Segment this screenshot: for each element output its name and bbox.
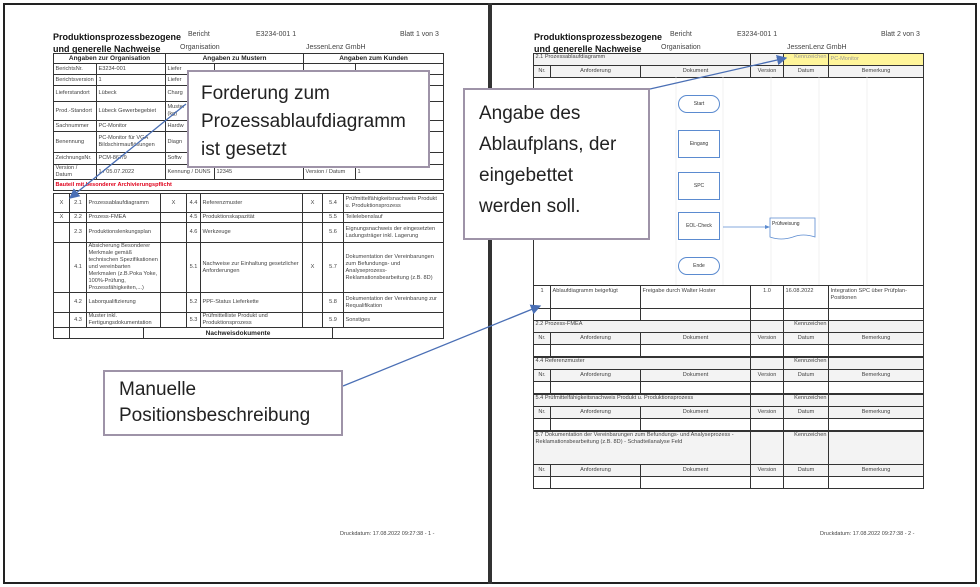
info-cell: Charg <box>166 86 215 102</box>
section-number: 2.1 <box>70 194 87 213</box>
org-value: JessenLenz GmbH <box>787 44 847 51</box>
info-cell: Liefer <box>166 75 215 86</box>
org-value: JessenLenz GmbH <box>306 44 366 51</box>
info-cell: 1 <box>356 165 444 180</box>
column-header: Dokument <box>641 370 751 382</box>
info-cell: Benennung <box>54 132 97 153</box>
column-header: Bemerkung <box>829 333 924 345</box>
info-cell: Prod.-Standort <box>54 102 97 121</box>
flow-start: Start <box>678 95 720 113</box>
info-cell: 1 / 05.07.2022 <box>97 165 166 180</box>
column-header: Version <box>751 407 784 419</box>
section-label: Referenzmuster <box>201 194 303 213</box>
checkbox-mark: X <box>54 194 70 213</box>
section-label: Produktionskapazität <box>201 213 303 223</box>
data-cell: 16.08.2022 <box>784 286 829 309</box>
info-cell: 1 <box>97 75 166 86</box>
kennzeichen-label: Kennzeichen <box>784 432 829 465</box>
bericht-label: Bericht <box>188 31 210 38</box>
callout-manual: Manuelle Positionsbeschreibung <box>103 370 343 436</box>
kennzeichen-value: PC-Monitor <box>829 54 924 66</box>
section-label: Produktionslenkungsplan <box>87 223 161 243</box>
column-header: Nr. <box>534 465 551 477</box>
section-label: Nachweise zur Einhaltung gesetzlicher Anforderungen <box>201 243 303 293</box>
section-number: 4.1 <box>70 243 87 293</box>
checkbox-mark: X <box>303 243 323 293</box>
column-header: Datum <box>784 370 829 382</box>
flow-eol-check: EOL-Check <box>678 212 720 240</box>
flow-spc: SPC <box>678 172 720 200</box>
column-header: Nr. <box>534 333 551 345</box>
section-label: PPF-Status Lieferkette <box>201 293 303 313</box>
section-number: 5.4 <box>323 194 344 213</box>
section-number: 2.2 <box>70 213 87 223</box>
section-label: Sonstiges <box>344 313 444 328</box>
kennzeichen-label: Kennzeichen <box>784 358 829 370</box>
section-label: Absicherung Besonderer Merkmale gemäß technischen Spezifikationen und vereinbarten Merkmalen (z.B.Poka Yoke, 100%-Prüfung, Prozessfähigkeiten,...) <box>87 243 161 293</box>
section-title: 5.7 Dokumentation der Vereinbarungen zum Befundungs- und Analyseprozess - Reklamationsbearbeitung (z.B. 8D) - Schadteilanalyse Feld <box>534 432 751 465</box>
data-cell: 1 <box>534 286 551 309</box>
info-cell: Liefer <box>166 64 215 75</box>
info-cell: Lieferstandort <box>54 86 97 102</box>
section-title: 5.4 Prüfmittelfähigkeitsnachweis Produkt u. Produktionsprozess <box>534 395 751 407</box>
section-title: 4.4 Referenzmuster <box>534 358 751 370</box>
section-label: Laborqualifizierung <box>87 293 161 313</box>
section-number: 4.4 <box>187 194 201 213</box>
column-header: Version <box>751 66 784 78</box>
info-cell: E3234-001 <box>97 64 166 75</box>
column-header: Anforderung <box>551 66 641 78</box>
org-label: Organisation <box>661 44 701 51</box>
title-line: Produktionsprozessbezogene <box>53 32 182 42</box>
section-label: Teilelebenslauf <box>344 213 444 223</box>
info-cell: Berichtsversion <box>54 75 97 86</box>
data-cell: Freigabe durch Walter Hoster <box>641 286 751 309</box>
info-cell: Version / Datum <box>304 165 356 180</box>
info-cell: Version / Datum <box>54 165 97 180</box>
section-number: 4.2 <box>70 293 87 313</box>
kennzeichen-label: Kennzeichen <box>784 395 829 407</box>
section-label: Dokumentation der Vereinbarungen zum Befundungs- und Analyseprozess- Reklamationsbearbeitung (z.B. 8D) <box>344 243 444 293</box>
column-header: Dokument <box>641 333 751 345</box>
info-cell: Hardw <box>166 121 215 132</box>
section-title: 2.2 Prozess-FMEA <box>534 321 751 333</box>
page-footer: Druckdatum: 17.08.2022 09:27:38 - 2 - <box>820 531 915 537</box>
callout-flowplan: Angabe des Ablaufplans, der eingebettet werden soll. <box>463 88 650 240</box>
kennzeichen-label: Kennzeichen <box>784 321 829 333</box>
section-label: Werkzeuge <box>201 223 303 243</box>
blatt: Blatt 1 von 3 <box>400 31 439 38</box>
column-header: Dokument <box>641 465 751 477</box>
bericht-value: E3234-001 1 <box>256 31 297 38</box>
column-header: Version <box>751 333 784 345</box>
data-cell: Ablaufdiagramm beigefügt <box>551 286 641 309</box>
kennzeichen-label: Kennzeichen <box>784 54 829 66</box>
info-cell: PC-Monitor für VGA Bildschirmauflösungen <box>97 132 166 153</box>
column-header: Anforderung <box>551 465 641 477</box>
section-label: Dokumentation der Vereinbarung zur Requalifikation <box>344 293 444 313</box>
section-label: Prozessablaufdiagramm <box>87 194 161 213</box>
section-label: Prüfmittelliste Produkt und Produktionsprozess <box>201 313 303 328</box>
section-number: 5.5 <box>323 213 344 223</box>
bericht-value: E3234-001 1 <box>737 31 778 38</box>
section-number: 5.7 <box>323 243 344 293</box>
info-cell: ZeichnungsNr. <box>54 153 97 165</box>
section-number: 4.5 <box>187 213 201 223</box>
arrow-2 <box>650 58 786 89</box>
group-header: Angaben zu Mustern <box>166 54 304 64</box>
title-line: Produktionsprozessbezogene <box>534 32 663 42</box>
section-number: 4.6 <box>187 223 201 243</box>
section-number: 4.3 <box>70 313 87 328</box>
section-label: Prüfmittelfähigkeitsnachweis Produkt u. Produktionsprozess <box>344 194 444 213</box>
section-number: 5.9 <box>323 313 344 328</box>
section-label: Muster inkl. Fertigungsdokumentation <box>87 313 161 328</box>
blatt: Blatt 2 von 3 <box>881 31 920 38</box>
info-cell: 12345 <box>215 165 304 180</box>
data-cell: 1.0 <box>751 286 784 309</box>
checkbox-mark: X <box>303 194 323 213</box>
section-label: Prozess-FMEA <box>87 213 161 223</box>
info-cell: PC-Monitor <box>97 121 166 132</box>
section-number: 2.3 <box>70 223 87 243</box>
column-header: Anforderung <box>551 370 641 382</box>
info-cell: BerichtsNr. <box>54 64 97 75</box>
info-cell: Lübeck <box>97 86 166 102</box>
column-header: Datum <box>784 407 829 419</box>
page-footer: Druckdatum: 17.08.2022 09:27:38 - 1 - <box>340 531 435 537</box>
column-header: Nr. <box>534 66 551 78</box>
info-cell: Sachnummer <box>54 121 97 132</box>
group-header: Angaben zum Kunden <box>304 54 444 64</box>
title-line: und generelle Nachweise <box>534 44 642 54</box>
org-label: Organisation <box>180 44 220 51</box>
title-line: und generelle Nachweise <box>53 44 161 54</box>
column-header: Nr. <box>534 370 551 382</box>
column-header: Dokument <box>641 407 751 419</box>
section-number: 5.3 <box>187 313 201 328</box>
arrow-1 <box>70 104 186 198</box>
section-number: 5.6 <box>323 223 344 243</box>
column-header: Anforderung <box>551 407 641 419</box>
flow-ende: Ende <box>678 257 720 275</box>
column-header: Bemerkung <box>829 465 924 477</box>
column-header: Bemerkung <box>829 407 924 419</box>
data-cell: Integration SPC über Prüfplan-Positionen <box>829 286 924 309</box>
group-header: Angaben zur Organisation <box>54 54 166 64</box>
archive-note: Bauteil mit besonderer Archivierungspflicht <box>54 180 444 191</box>
column-header: Bemerkung <box>829 66 924 78</box>
column-header: Dokument <box>641 66 751 78</box>
info-cell: Kennung / DUNS <box>166 165 215 180</box>
section-number: 5.2 <box>187 293 201 313</box>
callout-requirement: Forderung zum Prozessablaufdiagramm ist gesetzt <box>187 70 430 168</box>
info-cell: Muster (kg) <box>166 102 215 121</box>
column-header: Version <box>751 370 784 382</box>
section-number: 5.8 <box>323 293 344 313</box>
flow-document-label: Prüfweisung <box>772 221 800 227</box>
info-cell: Diagn <box>166 132 215 153</box>
column-header: Nr. <box>534 407 551 419</box>
column-header: Bemerkung <box>829 370 924 382</box>
checkbox-mark: X <box>161 194 187 213</box>
nachweisdokumente-heading: Nachweisdokumente <box>144 328 333 339</box>
section-label: Eignungsnachweis der eingesetzten Ladungsträger inkl. Lagerung <box>344 223 444 243</box>
column-header: Version <box>751 465 784 477</box>
info-cell: Softw <box>166 153 215 165</box>
info-cell: PCM-867/9 <box>97 153 166 165</box>
section-title: 2.1 Prozessablaufdiagramm <box>534 54 751 66</box>
column-header: Anforderung <box>551 333 641 345</box>
checkbox-mark: X <box>54 213 70 223</box>
info-cell: Lübeck Gewerbegebiet <box>97 102 166 121</box>
column-header: Datum <box>784 465 829 477</box>
arrow-3 <box>343 306 540 386</box>
column-header: Datum <box>784 66 829 78</box>
flow-eingang: Eingang <box>678 130 720 158</box>
bericht-label: Bericht <box>670 31 692 38</box>
section-number: 5.1 <box>187 243 201 293</box>
column-header: Datum <box>784 333 829 345</box>
